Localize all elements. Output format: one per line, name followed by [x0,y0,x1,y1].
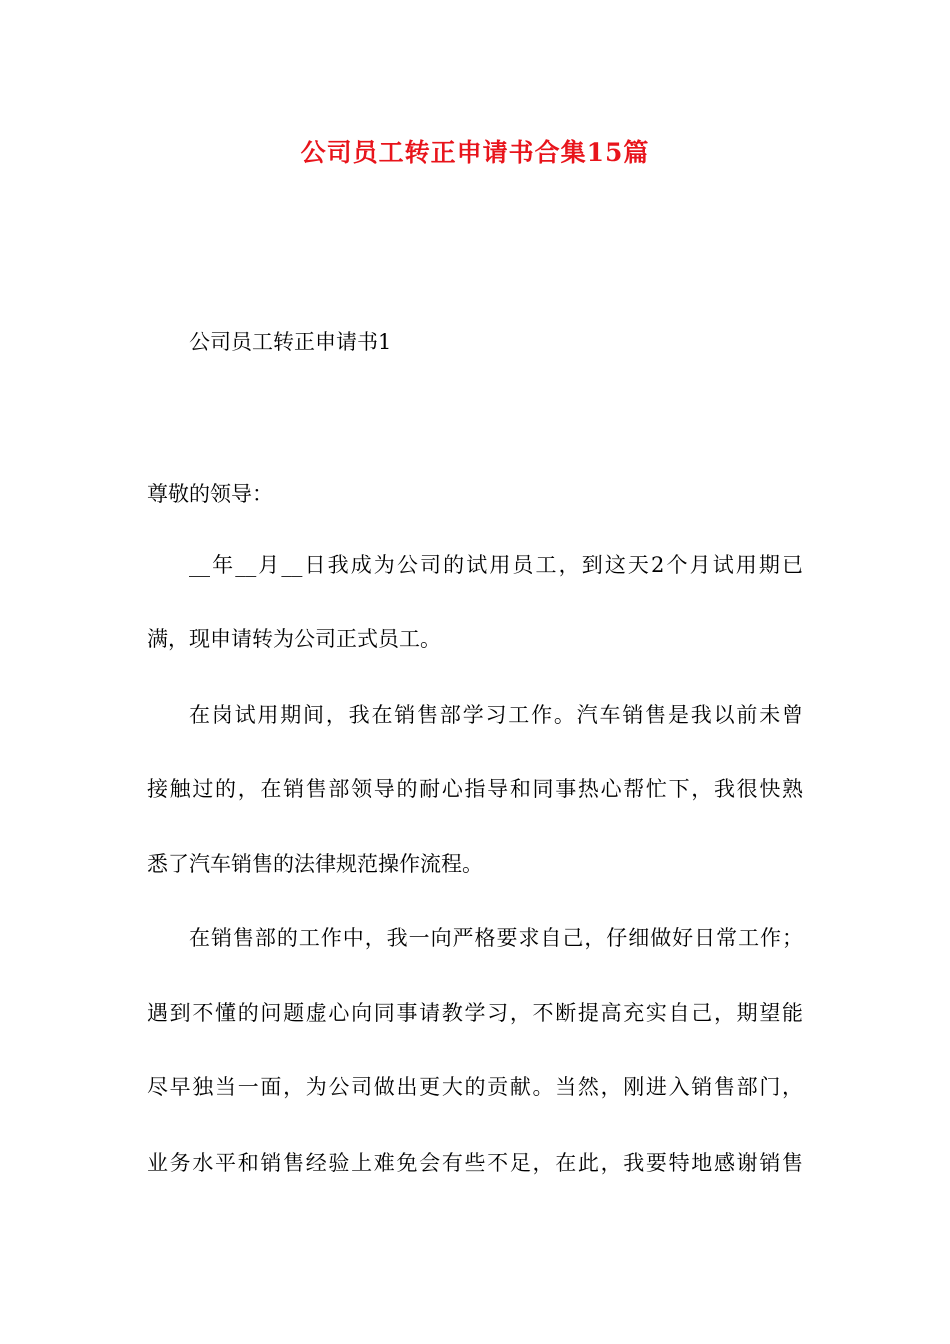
paragraph-2-line-2: 接触过的，在销售部领导的耐心指导和同事热心帮忙下，我很快熟 [147,777,803,801]
document-title: 公司员工转正申请书合集15篇 [300,138,650,167]
paragraph-1-line-1: __年__月__日我成为公司的试用员工，到这天2个月试用期已 [189,553,803,577]
paragraph-2-line-1: 在岗试用期间，我在销售部学习工作。汽车销售是我以前未曾 [189,703,803,727]
paragraph-3-line-1: 在销售部的工作中，我一向严格要求自己，仔细做好日常工作； [189,926,803,950]
paragraph-2-line-3: 悉了汽车销售的法律规范操作流程。 [147,852,483,876]
section-heading: 公司员工转正申请书1 [189,330,392,354]
paragraph-1-line-2: 满，现申请转为公司正式员工。 [147,627,441,651]
paragraph-3-line-4: 业务水平和销售经验上难免会有些不足，在此，我要特地感谢销售 [147,1151,803,1175]
salutation: 尊敬的领导： [147,482,273,506]
paragraph-3-line-3: 尽早独当一面，为公司做出更大的贡献。当然，刚进入销售部门， [147,1075,803,1099]
paragraph-3-line-2: 遇到不懂的问题虚心向同事请教学习，不断提高充实自己，期望能 [147,1001,803,1025]
